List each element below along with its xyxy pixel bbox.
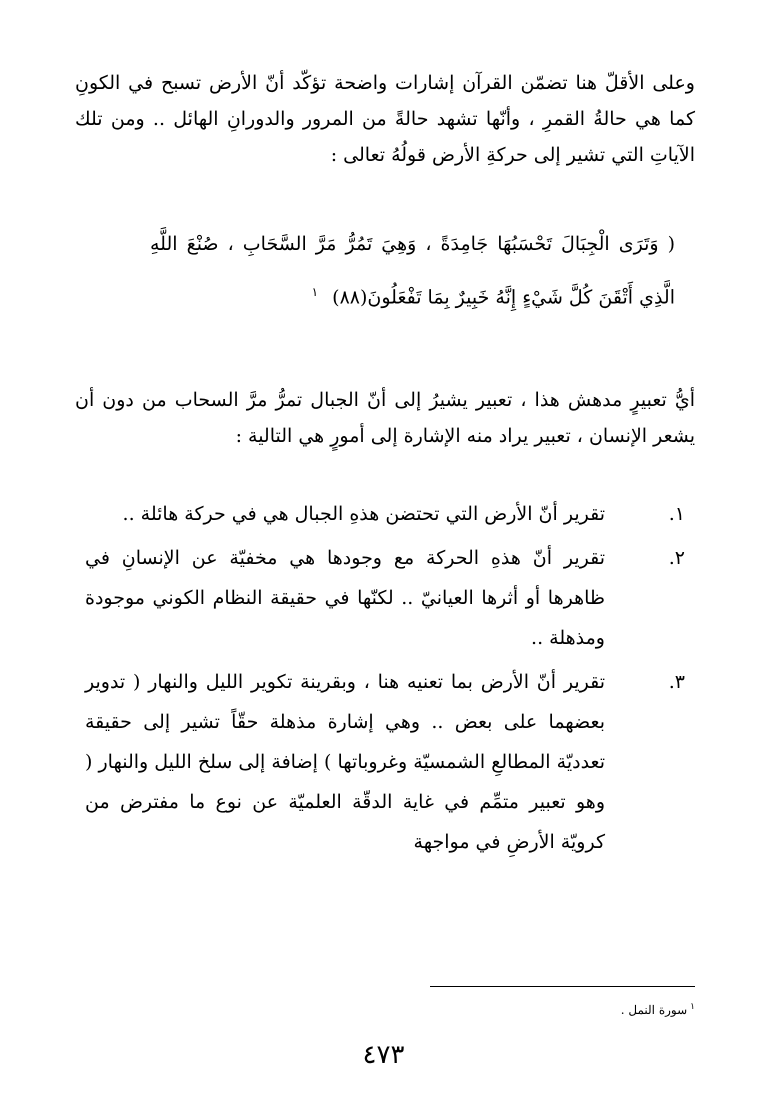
footnote — [621, 1002, 695, 1017]
quran-verse — [150, 220, 675, 321]
page-number: ٤٧٣ — [362, 1040, 405, 1070]
list-item — [85, 662, 685, 862]
list-item-number: ٢. — [668, 547, 685, 569]
list-item-text: تقرير أنّ الأرض التي تحتضن هذهِ الجبال هي في حركة هائلة .. — [122, 503, 605, 525]
numbered-list — [85, 494, 685, 866]
list-item-number: ١. — [668, 503, 685, 525]
list-item-number: ٣. — [668, 671, 685, 693]
footnote-text: سورة النمل . — [620, 1003, 688, 1017]
list-item-text: تقرير أنّ الأرض بما تعنيه هنا ، وبقرينة تكوير الليل والنهار ( تدوير بعضهما على بعض .. وهي إشارة مذهلة حقّاً تشير إلى حقيقة تعدديّة المطالعِ الشمسيّة وغروباتها ) إضافة إلى سلخ الليل والنهار ( وهو تعبير متمِّم في غاية الدقّة العلميّة عن نوع ما مفترض من كرويّة الأرضِ في مواجهة — [85, 671, 605, 853]
list-item — [85, 538, 685, 658]
second-paragraph: أيُّ تعبيرٍ مدهش هذا ، تعبير يشيرُ إلى أنّ الجبال تمرُّ مرَّ السحاب من دون أن يشعر الإنسان ، تعبير يراد منه الإشارة إلى أمورٍ هي التالية : — [75, 389, 695, 447]
list-item-text: تقرير أنّ هذهِ الحركة مع وجودها هي مخفيّة عن الإنسانِ في ظاهرها أو أثرها العيانيّ .. لكنّها في حقيقة النظام الكوني موجودة ومذهلة .. — [85, 547, 605, 649]
footnote-divider — [430, 986, 695, 987]
footnote-mark: ١ — [690, 1002, 695, 1012]
intro-paragraph: وعلى الأقلّ هنا تضمّن القرآن إشارات واضحة تؤكّد أنّ الأرض تسبح في الكونِ كما هي حالةُ القمرِ ، وأنّها تشهد حالةً من المرور والدورانِ الهائل .. ومن تلك الآياتِ التي تشير إلى حركةِ الأرض قولُهُ تعالى : — [75, 72, 695, 166]
list-item — [85, 494, 685, 534]
verse-footnote-mark: ١ — [311, 285, 319, 299]
verse-text: ( وَتَرَى الْجِبَالَ تَحْسَبُهَا جَامِدَةً ، وَهِيَ تَمُرُّ مَرَّ السَّحَابِ ، صُنْعَ اللَّهِ الَّذِي أَتْقَنَ كُلَّ شَيْءٍ إِنَّهُ خَبِيرٌ بِمَا تَفْعَلُونَ(٨٨) — [150, 233, 675, 309]
